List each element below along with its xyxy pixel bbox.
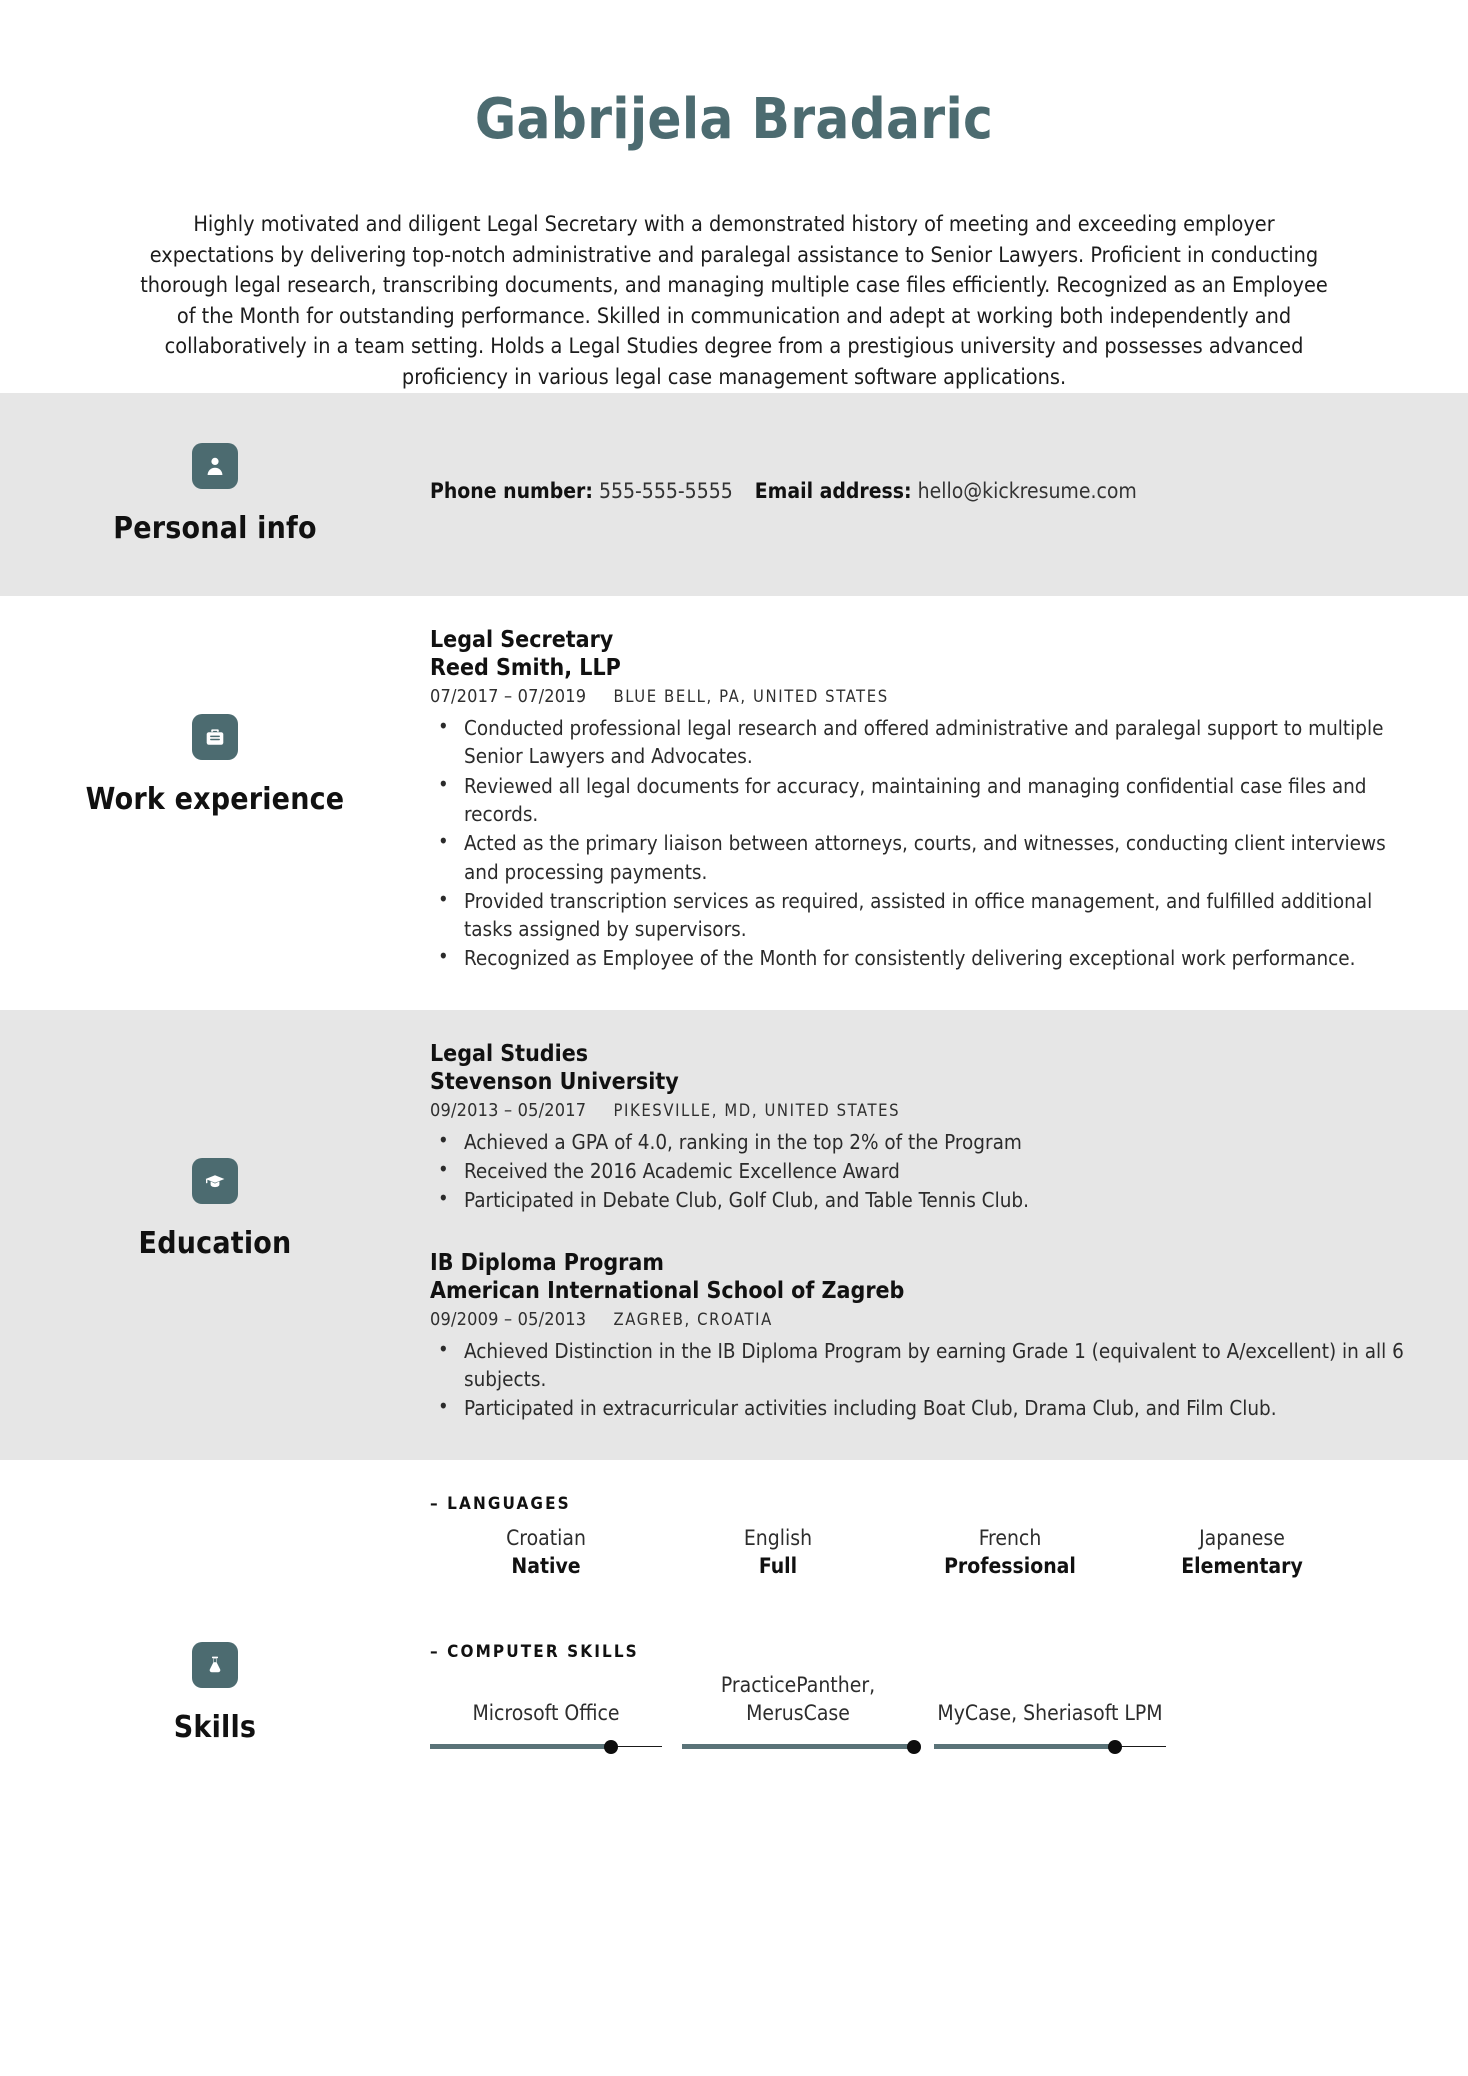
work-experience-heading-group xyxy=(0,626,430,817)
education-content xyxy=(430,1040,1468,1424)
section-personal-info xyxy=(0,393,1468,596)
job-bullets xyxy=(430,714,1408,973)
degree-title: Legal Studies xyxy=(430,1040,589,1067)
list-item: • Acted as the primary liaison between attorneys, courts, and witnesses, conducting client interviews and processing payments. xyxy=(458,829,1408,886)
slider-knob[interactable] xyxy=(604,1740,618,1754)
list-item: • Achieved Distinction in the IB Diploma Program by earning Grade 1 (equivalent to A/excellent) in all 6 subjects. xyxy=(458,1337,1408,1394)
slider-fill xyxy=(430,1744,611,1749)
job-title: Legal Secretary xyxy=(430,627,614,654)
email-label: Email address: xyxy=(754,479,912,504)
list-item: • Achieved a GPA of 4.0, ranking in the top 2% of the Program xyxy=(458,1128,1408,1156)
section-education xyxy=(0,1010,1468,1460)
school-name: Stevenson University xyxy=(430,1068,679,1095)
email-value: hello@kickresume.com xyxy=(917,479,1137,504)
education-meta xyxy=(430,1309,1408,1330)
skills-group-languages xyxy=(430,1494,1408,1603)
computer-skill-slider[interactable] xyxy=(430,1740,662,1754)
list-item: • Participated in Debate Club, Golf Club, and Table Tennis Club. xyxy=(458,1186,1408,1214)
skills-group-computer xyxy=(430,1642,1408,1753)
slider-knob[interactable] xyxy=(907,1740,921,1754)
job-meta xyxy=(430,686,1408,707)
education-entry xyxy=(430,1249,1408,1423)
list-item: • Conducted professional legal research and offered administrative and paralegal support to multiple Senior Lawyers and Advocates. xyxy=(458,714,1408,771)
computer-skill-item xyxy=(934,1700,1166,1754)
computer-skills-grid xyxy=(430,1672,1408,1753)
slider-fill xyxy=(934,1744,1115,1749)
briefcase-icon xyxy=(192,714,238,760)
page-title: Gabrijela Bradaric xyxy=(474,87,994,152)
resume-header xyxy=(0,0,1468,393)
education-bullets xyxy=(430,1128,1408,1215)
work-entry xyxy=(430,626,1408,973)
education-meta xyxy=(430,1100,1408,1121)
list-item: • Received the 2016 Academic Excellence Award xyxy=(458,1157,1408,1185)
list-item: • Participated in extracurricular activities including Boat Club, Drama Club, and Film Club. xyxy=(458,1394,1408,1422)
language-item xyxy=(430,1524,662,1581)
education-location: ZAGREB, CROATIA xyxy=(613,1309,773,1329)
education-dates: 09/2009 – 05/2013 xyxy=(430,1308,587,1330)
section-title-skills: Skills xyxy=(173,1709,257,1745)
person-icon xyxy=(192,443,238,489)
language-name: Croatian xyxy=(506,1525,586,1550)
education-heading-group xyxy=(0,1040,430,1261)
list-item: • Recognized as Employee of the Month for consistently delivering exceptional work performance. xyxy=(458,944,1408,972)
computer-skill-slider[interactable] xyxy=(682,1740,914,1754)
section-skills xyxy=(0,1460,1468,1864)
computer-skill-name: PracticePanther, MerusCase xyxy=(720,1673,876,1725)
languages-group-title: – LANGUAGES xyxy=(430,1493,571,1514)
section-title-education: Education xyxy=(138,1225,292,1261)
education-location: PIKESVILLE, MD, UNITED STATES xyxy=(613,1100,901,1120)
languages-grid xyxy=(430,1524,1408,1603)
phone-value: 555-555-5555 xyxy=(598,479,733,504)
language-name: French xyxy=(978,1525,1042,1550)
list-item: • Provided transcription services as required, assisted in office management, and fulfilled additional tasks assigned by supervisors. xyxy=(458,887,1408,944)
degree-title: IB Diploma Program xyxy=(430,1249,664,1276)
employer-name: Reed Smith, LLP xyxy=(430,655,621,682)
computer-skill-item xyxy=(682,1672,914,1753)
work-experience-content xyxy=(430,626,1468,974)
language-name: Japanese xyxy=(1199,1525,1285,1550)
language-level: Native xyxy=(511,1553,581,1578)
personal-info-content xyxy=(430,435,1468,506)
graduation-cap-icon xyxy=(192,1158,238,1204)
slider-knob[interactable] xyxy=(1108,1740,1122,1754)
school-name: American International School of Zagreb xyxy=(430,1277,905,1304)
job-dates: 07/2017 – 07/2019 xyxy=(430,686,587,708)
personal-info-heading-group xyxy=(0,435,430,546)
section-work-experience xyxy=(0,596,1468,1010)
computer-skill-name: Microsoft Office xyxy=(472,1700,620,1725)
education-entry xyxy=(430,1040,1408,1215)
job-location: BLUE BELL, PA, UNITED STATES xyxy=(613,687,889,707)
phone-label: Phone number: xyxy=(430,479,593,504)
education-dates: 09/2013 – 05/2017 xyxy=(430,1099,587,1121)
computer-skills-group-title: – COMPUTER SKILLS xyxy=(430,1642,639,1663)
profile-summary: Highly motivated and diligent Legal Secretary with a demonstrated history of meeting and exceeding employer expectations by delivering top-notch administrative and paralegal assistance to Senior Lawyers. Proficient in conducting thorough legal research, transcribing documents, and managing multiple case files efficiently. Recognized as an Employee of the Month for outstanding performance. Skilled in communication and adept at working both independently and collaboratively in a team setting. Holds a Legal Studies degree from a prestigious university and possesses advanced proficiency in various legal case management software applications. xyxy=(140,212,1328,390)
education-bullets xyxy=(430,1337,1408,1423)
language-item xyxy=(894,1524,1126,1581)
language-item xyxy=(1126,1524,1358,1581)
language-level: Professional xyxy=(944,1553,1076,1578)
computer-skill-slider[interactable] xyxy=(934,1740,1166,1754)
list-item: • Reviewed all legal documents for accuracy, maintaining and managing confidential case files and records. xyxy=(458,772,1408,829)
computer-skill-item xyxy=(430,1700,662,1754)
flask-icon xyxy=(192,1642,238,1688)
language-item xyxy=(662,1524,894,1581)
section-title-personal-info: Personal info xyxy=(113,511,317,547)
computer-skill-name: MyCase, Sheriasoft LPM xyxy=(937,1700,1163,1725)
slider-fill xyxy=(682,1744,914,1749)
section-title-work-experience: Work experience xyxy=(85,782,345,818)
contact-line xyxy=(430,477,1408,506)
language-level: Elementary xyxy=(1181,1553,1303,1578)
skills-heading-group xyxy=(0,1494,430,1745)
language-name: English xyxy=(743,1525,813,1550)
language-level: Full xyxy=(758,1553,798,1578)
skills-content xyxy=(430,1494,1468,1754)
